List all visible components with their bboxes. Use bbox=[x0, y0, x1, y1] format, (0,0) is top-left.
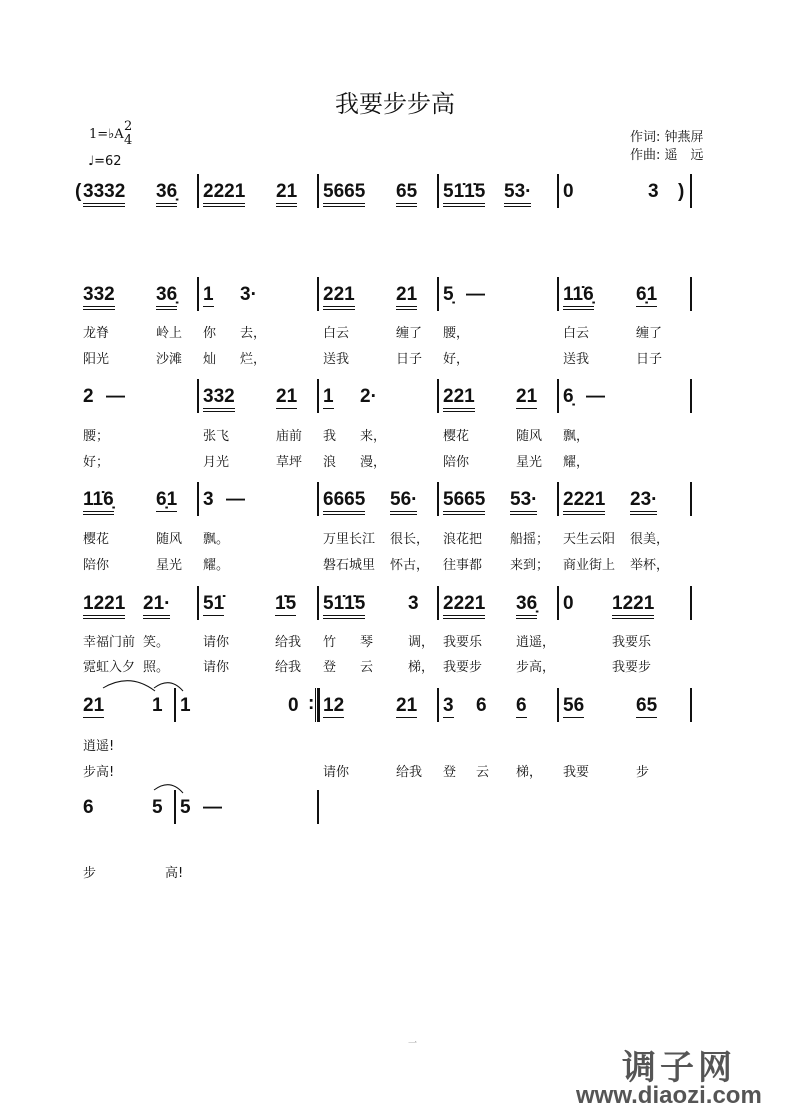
lyric-text: 灿 bbox=[203, 352, 217, 367]
lyric-text: 来到； bbox=[510, 558, 550, 573]
lyric-text: 给我 bbox=[275, 660, 302, 675]
lyric-text: 商业街上 bbox=[563, 558, 616, 573]
note-group: 21 bbox=[396, 695, 418, 716]
lyric-text: 日子 bbox=[396, 352, 423, 367]
lyric-text: 陪你 bbox=[443, 455, 470, 470]
lyric-text: 星光 bbox=[156, 558, 183, 573]
note-group: ) bbox=[678, 181, 685, 202]
note-group: 21 bbox=[516, 386, 538, 407]
note-group: 65 bbox=[396, 182, 417, 207]
lyric-text: 步高， bbox=[516, 660, 556, 675]
note-group: 1 bbox=[152, 695, 163, 716]
note-group: — bbox=[203, 797, 222, 818]
lyric-text: 往事都 bbox=[443, 558, 483, 573]
note-group: 36̣ bbox=[156, 182, 177, 207]
lyric-text: 去， bbox=[240, 326, 267, 341]
lyric-text: 怀古， bbox=[390, 558, 430, 573]
lyric-text: 我要步 bbox=[612, 660, 652, 675]
lyric-text: 给我 bbox=[396, 765, 423, 780]
lyric-text: 逍遥， bbox=[516, 635, 556, 650]
lyric-text: 飘。 bbox=[203, 532, 230, 547]
lyric-text: 登 bbox=[443, 765, 457, 780]
lyric-text: 樱花 bbox=[83, 532, 110, 547]
note-group: 21 bbox=[276, 182, 297, 207]
note-group: 23· bbox=[630, 490, 657, 515]
note-group: 1 bbox=[323, 386, 334, 407]
lyric-text: 白云 bbox=[563, 326, 590, 341]
lyric-text: 腰， bbox=[443, 326, 470, 341]
note-group: 1221 bbox=[612, 594, 654, 619]
page-number: 一 bbox=[408, 1039, 418, 1049]
note-group: 0 bbox=[288, 695, 299, 716]
lyric-text: 磐石城里 bbox=[323, 558, 376, 573]
lyric-text: 随风 bbox=[156, 532, 183, 547]
note-group: 5665 bbox=[323, 182, 365, 207]
tempo-marking: ♩=62 bbox=[88, 154, 122, 169]
lyric-text: 我 bbox=[323, 429, 337, 444]
lyric-text: 天生云阳 bbox=[563, 532, 616, 547]
note-group: 21 bbox=[83, 695, 105, 716]
lyric-text: 浪 bbox=[323, 455, 337, 470]
lyric-text: 很长， bbox=[390, 532, 430, 547]
lyric-text: 日子 bbox=[636, 352, 663, 367]
lyric-text: 云 bbox=[476, 765, 490, 780]
lyric-text: 岭上 bbox=[156, 326, 183, 341]
lyric-text: 浪花把 bbox=[443, 532, 483, 547]
note-group: 51̇1̇5 bbox=[443, 182, 485, 207]
lyric-text: 龙脊 bbox=[83, 326, 110, 341]
note-group: 5 bbox=[152, 797, 163, 818]
time-top: 2 bbox=[124, 119, 133, 134]
lyric-text: 缠了 bbox=[636, 326, 663, 341]
lyric-text: 草坪 bbox=[276, 455, 303, 470]
note-group: 0 bbox=[563, 593, 574, 614]
lyric-text: 你 bbox=[203, 326, 217, 341]
note-group: 36̣ bbox=[156, 285, 177, 310]
lyric-text: 步高! bbox=[83, 765, 115, 780]
lyric-text: 照。 bbox=[143, 660, 170, 675]
note-group: 2 bbox=[83, 386, 94, 407]
lyric-text: 沙滩 bbox=[156, 352, 183, 367]
lyric-text: 我要乐 bbox=[443, 635, 483, 650]
note-group: 2221 bbox=[443, 594, 485, 619]
lyric-text: 霓虹入夕 bbox=[83, 660, 136, 675]
note-group: 332 bbox=[203, 387, 235, 412]
lyric-text: 调， bbox=[408, 635, 435, 650]
note-group: 1 bbox=[203, 284, 214, 305]
lyric-text: 笑。 bbox=[143, 635, 170, 650]
lyric-text: 好， bbox=[443, 352, 470, 367]
lyric-text: 星光 bbox=[516, 455, 543, 470]
lyric-text: 步 bbox=[83, 866, 97, 881]
note-group: 3 bbox=[203, 489, 214, 510]
lyric-text: 万里长江 bbox=[323, 532, 376, 547]
note-group: 332 bbox=[83, 285, 115, 310]
lyric-text: 举杯， bbox=[630, 558, 670, 573]
lyric-text: 请你 bbox=[203, 660, 230, 675]
time-bottom: 4 bbox=[124, 133, 133, 148]
note-group: 56 bbox=[563, 695, 585, 716]
note-group: 221 bbox=[443, 387, 475, 412]
lyric-text: 云 bbox=[360, 660, 374, 675]
note-group: ( bbox=[75, 181, 82, 202]
lyric-text: 月光 bbox=[203, 455, 230, 470]
lyric-text: 很美， bbox=[630, 532, 670, 547]
lyric-text: 白云 bbox=[323, 326, 350, 341]
note-group: 6 bbox=[516, 695, 527, 716]
lyric-text: 逍遥! bbox=[83, 739, 115, 754]
lyric-text: 送我 bbox=[323, 352, 350, 367]
note-group: 12 bbox=[323, 695, 345, 716]
lyric-text: 我要 bbox=[563, 765, 590, 780]
note-group: 56· bbox=[390, 490, 417, 515]
note-group: — bbox=[226, 489, 245, 510]
lyric-text: 高! bbox=[165, 866, 184, 881]
repeat-dots: : bbox=[308, 693, 315, 714]
note-group: 36̣ bbox=[516, 594, 537, 619]
lyric-text: 琴 bbox=[360, 635, 374, 650]
note-group: 6̣1 bbox=[636, 284, 658, 305]
note-group: 2221 bbox=[563, 490, 605, 515]
lyric-text: 送我 bbox=[563, 352, 590, 367]
note-group: 1 bbox=[180, 695, 191, 716]
note-group: 2221 bbox=[203, 182, 245, 207]
note-group: 1221 bbox=[83, 594, 125, 619]
key-signature: 1=♭A bbox=[89, 127, 124, 142]
lyric-text: 腰； bbox=[83, 429, 110, 444]
note-group: 11̇6̣ bbox=[563, 285, 594, 310]
note-group: 5 bbox=[180, 797, 191, 818]
song-title: 我要步步高 bbox=[335, 90, 455, 118]
note-group: 65 bbox=[636, 695, 658, 716]
note-group: 53· bbox=[510, 490, 537, 515]
lyric-text: 耀。 bbox=[203, 558, 230, 573]
note-group: 21· bbox=[143, 594, 170, 619]
note-group: — bbox=[106, 386, 125, 407]
lyric-text: 陪你 bbox=[83, 558, 110, 573]
note-group: 21 bbox=[276, 386, 298, 407]
lyric-text: 烂， bbox=[240, 352, 267, 367]
note-group: — bbox=[586, 386, 605, 407]
note-group: 21 bbox=[396, 285, 417, 310]
lyric-text: 步 bbox=[636, 765, 650, 780]
lyric-text: 耀， bbox=[563, 455, 590, 470]
lyric-text: 飘， bbox=[563, 429, 590, 444]
note-group: 51̇ bbox=[203, 593, 225, 614]
lyric-text: 梯， bbox=[408, 660, 435, 675]
note-group: 6665 bbox=[323, 490, 365, 515]
lyric-text: 樱花 bbox=[443, 429, 470, 444]
lyric-text: 幸福门前 bbox=[83, 635, 136, 650]
lyric-text: 登 bbox=[323, 660, 337, 675]
note-group: 6 bbox=[83, 797, 94, 818]
note-group: — bbox=[466, 284, 485, 305]
lyric-text: 请你 bbox=[203, 635, 230, 650]
note-group: 3 bbox=[648, 181, 659, 202]
note-group: 53· bbox=[504, 182, 531, 207]
lyric-text: 竹 bbox=[323, 635, 337, 650]
watermark-name: 调子网 bbox=[622, 1048, 736, 1088]
composer: 作曲: 遥 远 bbox=[630, 148, 704, 163]
note-group: 6̣1 bbox=[156, 489, 178, 510]
note-group: 221 bbox=[323, 285, 355, 310]
lyric-text: 漫， bbox=[360, 455, 387, 470]
lyric-text: 来， bbox=[360, 429, 387, 444]
note-group: 2· bbox=[360, 386, 377, 407]
lyric-text: 好； bbox=[83, 455, 110, 470]
note-group: 3332 bbox=[83, 182, 125, 207]
note-group: 0 bbox=[563, 181, 574, 202]
note-group: 3· bbox=[240, 284, 257, 305]
lyric-text: 随风 bbox=[516, 429, 543, 444]
note-group: 5̣ bbox=[443, 284, 454, 305]
lyric-text: 给我 bbox=[275, 635, 302, 650]
note-group: 5665 bbox=[443, 490, 485, 515]
note-group: 3 bbox=[408, 593, 419, 614]
note-group: 6̣ bbox=[563, 386, 574, 407]
lyric-text: 请你 bbox=[323, 765, 350, 780]
note-group: 1̇5 bbox=[275, 593, 297, 614]
lyric-text: 船摇； bbox=[510, 532, 550, 547]
lyric-text: 庙前 bbox=[276, 429, 303, 444]
note-group: 11̇6̣ bbox=[83, 490, 114, 515]
note-group: 51̇1̇5 bbox=[323, 594, 365, 619]
lyric-text: 梯， bbox=[516, 765, 543, 780]
note-group: 3 bbox=[443, 695, 454, 716]
lyric-text: 张飞 bbox=[203, 429, 230, 444]
lyric-text: 缠了 bbox=[396, 326, 423, 341]
watermark-url: www.diaozi.com bbox=[576, 1082, 762, 1109]
lyric-text: 阳光 bbox=[83, 352, 110, 367]
lyric-text: 我要步 bbox=[443, 660, 483, 675]
note-group: 6 bbox=[476, 695, 487, 716]
lyric-text: 我要乐 bbox=[612, 635, 652, 650]
lyricist: 作词: 钟燕屏 bbox=[630, 130, 704, 145]
